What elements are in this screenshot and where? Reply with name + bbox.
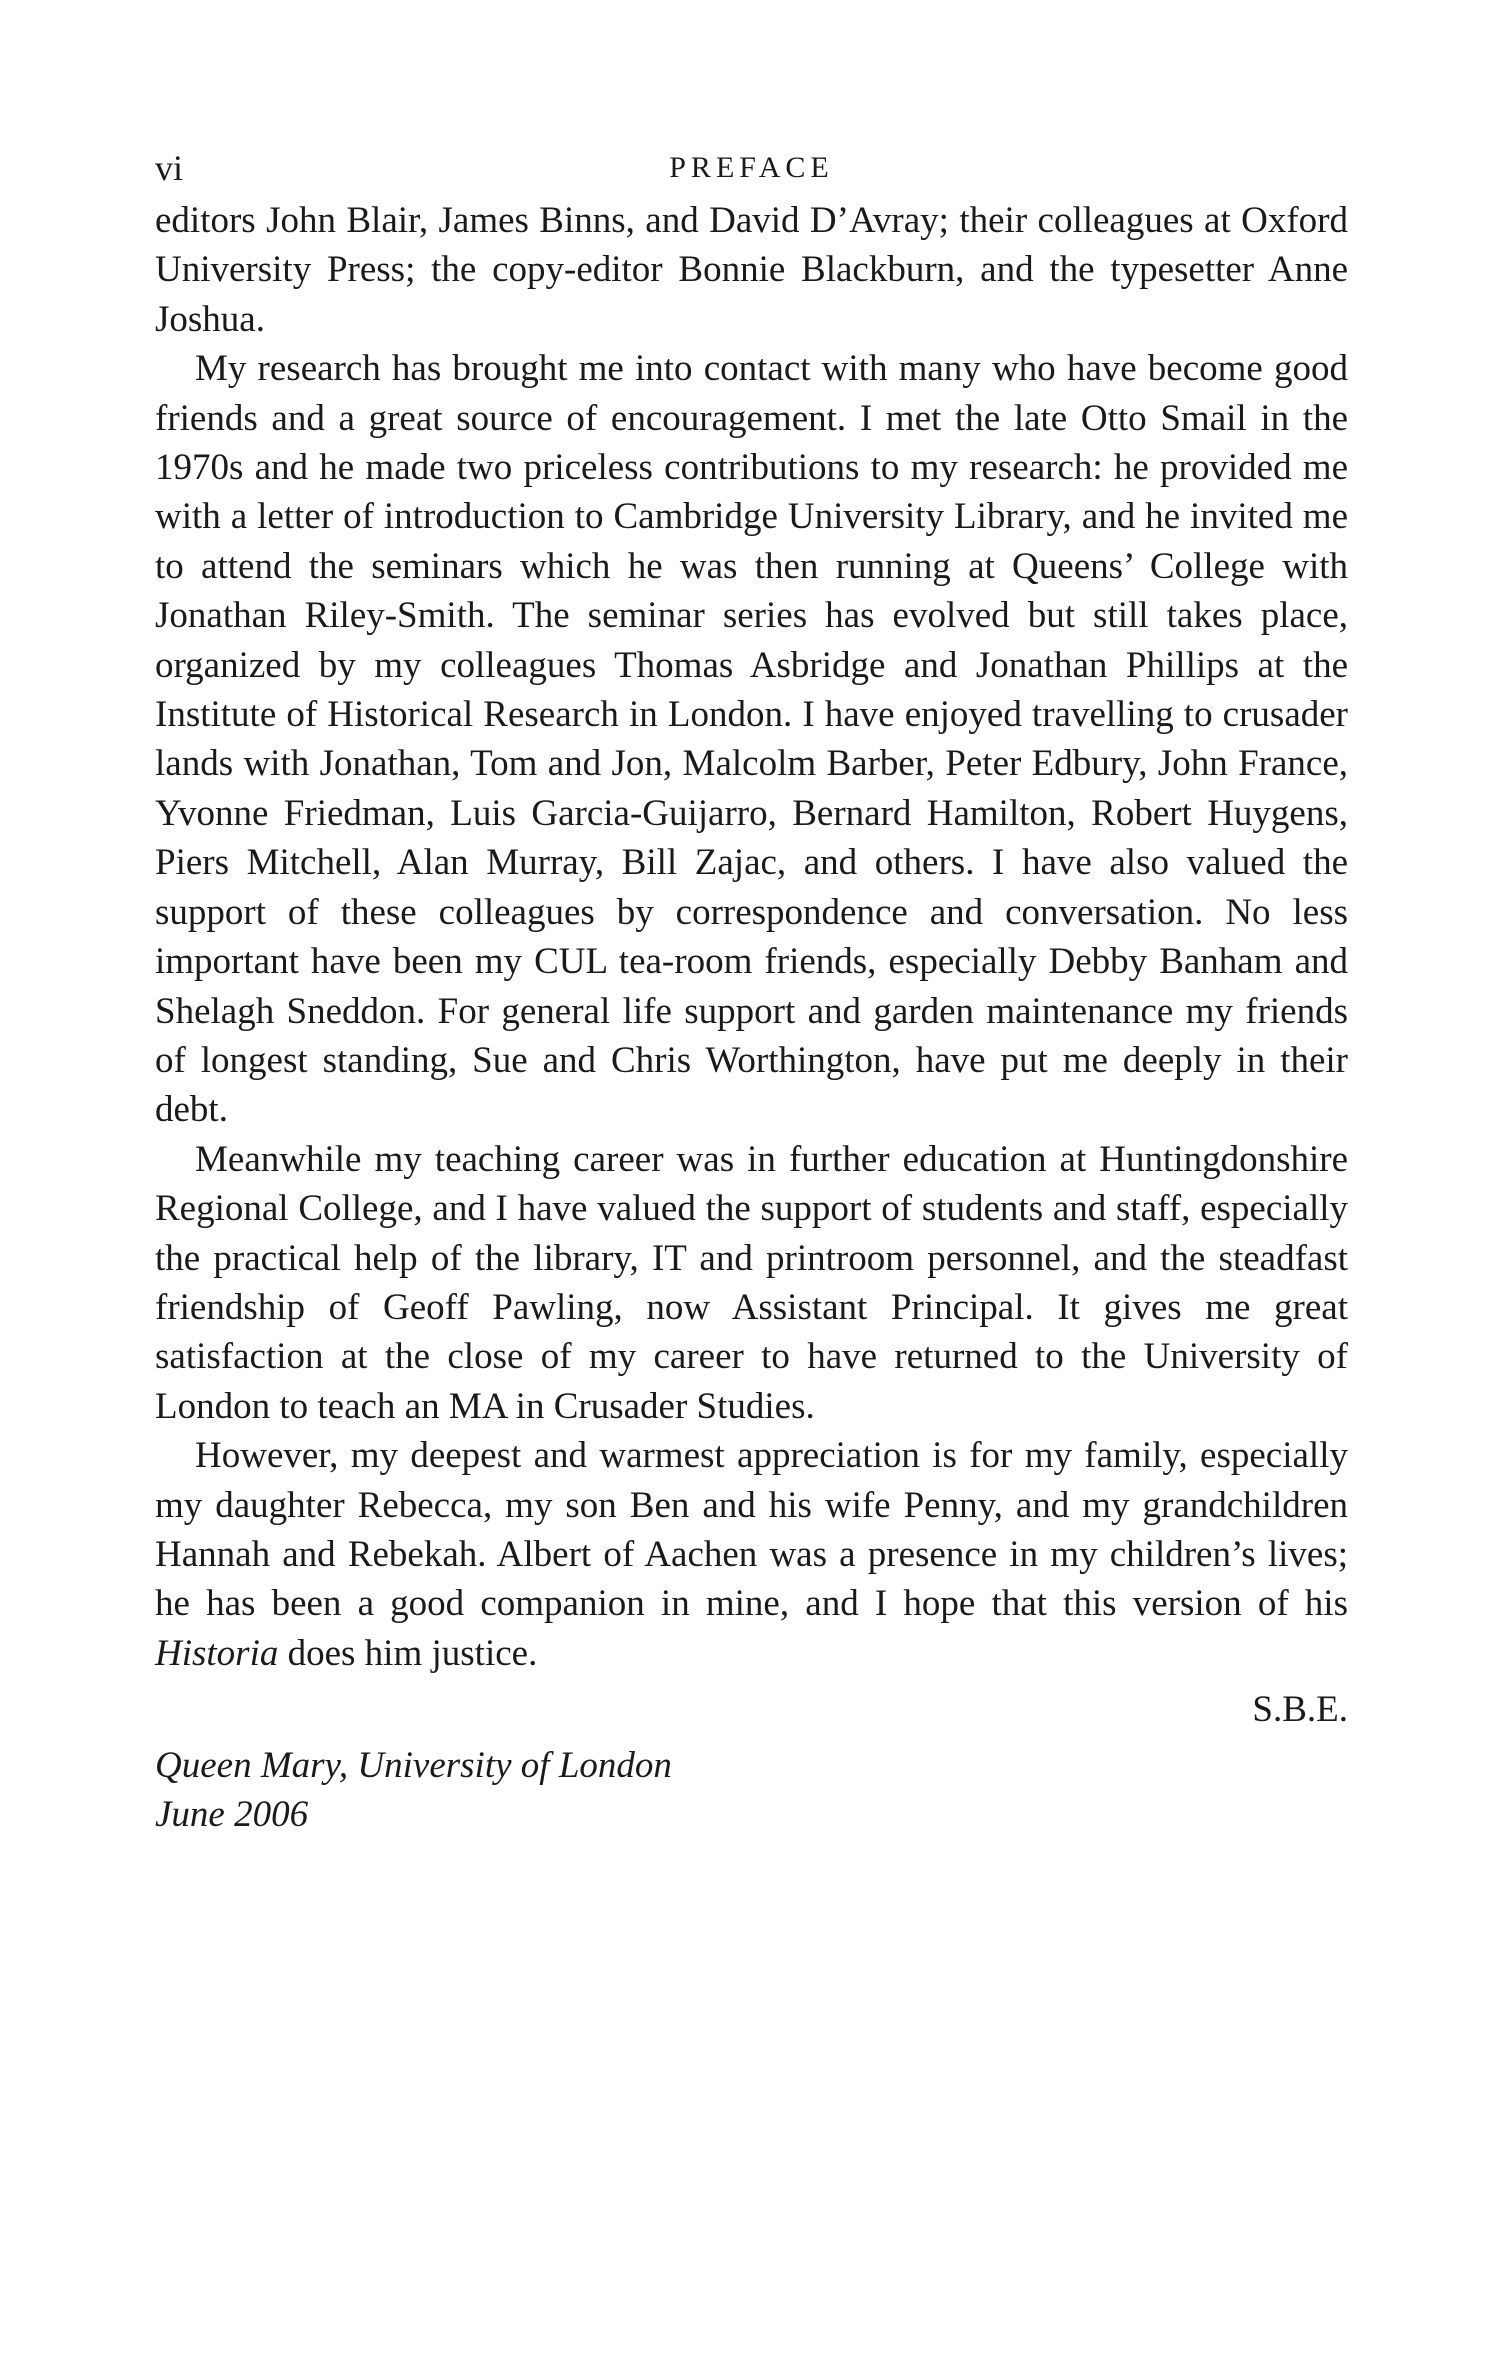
paragraph-continued: editors John Blair, James Binns, and David D’Avray; their colleagues at Oxford University Press; the copy-editor Bonnie Blackburn, and the typesetter Anne Joshua. xyxy=(155,200,1348,340)
paragraph-research: My research has brought me into contact with many who have become good friends and a great source of encouragement. I met the late Otto Smail in the 1970s and he made two priceless contributions to my research: he provided me with a letter of introduction to Cambridge University Library, and he invited me to attend the seminars which he was then running at Queens’ College with Jonathan Riley-Smith. The seminar series has evolved but still takes place, organized by my colleagues Thomas Asbridge and Jonathan Phillips at the Institute of Historical Research in London. I have enjoyed travelling to crusader lands with Jonathan, Tom and Jon, Malcolm Barber, Peter Edbury, John France, Yvonne Friedman, Luis Garcia-Guijarro, Bernard Hamilton, Robert Huygens, Piers Mitchell, Alan Murray, Bill Zajac, and others. I have also valued the support of these colleagues by correspondence and conversation. No less important have been my CUL tea-room friends, especially Debby Banham and Shelagh Sneddon. For general life support and garden maintenance my friends of longest standing, Sue and Chris Worthington, have put me deeply in their debt. xyxy=(155,348,1348,1131)
place-line: Queen Mary, University of London xyxy=(155,1744,672,1786)
author-initials: S.B.E. xyxy=(1252,1689,1348,1731)
place-date xyxy=(155,1741,1348,1840)
historia-title: Historia xyxy=(155,1632,279,1674)
preface-body xyxy=(155,196,1348,1678)
date-line: June 2006 xyxy=(155,1794,309,1835)
paragraph-family xyxy=(155,1431,1348,1678)
running-head xyxy=(155,140,1348,196)
running-title: PREFACE xyxy=(669,151,834,184)
book-page xyxy=(155,140,1348,1839)
paragraph-teaching: Meanwhile my teaching career was in further education at Huntingdonshire Regional College, and I have valued the support of students and staff, especially the practical help of the library, IT and printroom personnel, and the steadfast friendship of Geoff Pawling, now Assistant Principal. It gives me great satisfaction at the close of my career to have returned to the University of London to teach an MA in Crusader Studies. xyxy=(155,1138,1348,1427)
family-text: However, my deepest and warmest appreciation is for my family, especially my daughter Rebecca, my son Ben and his wife Penny, and my grandchildren Hannah and Rebekah. Albert of Aachen was a presence in my children’s lives; he has been a good companion in mine, and I hope that this version of his xyxy=(155,1435,1348,1625)
family-text-end: does him justice. xyxy=(278,1632,538,1674)
page-number: vi xyxy=(155,148,184,188)
